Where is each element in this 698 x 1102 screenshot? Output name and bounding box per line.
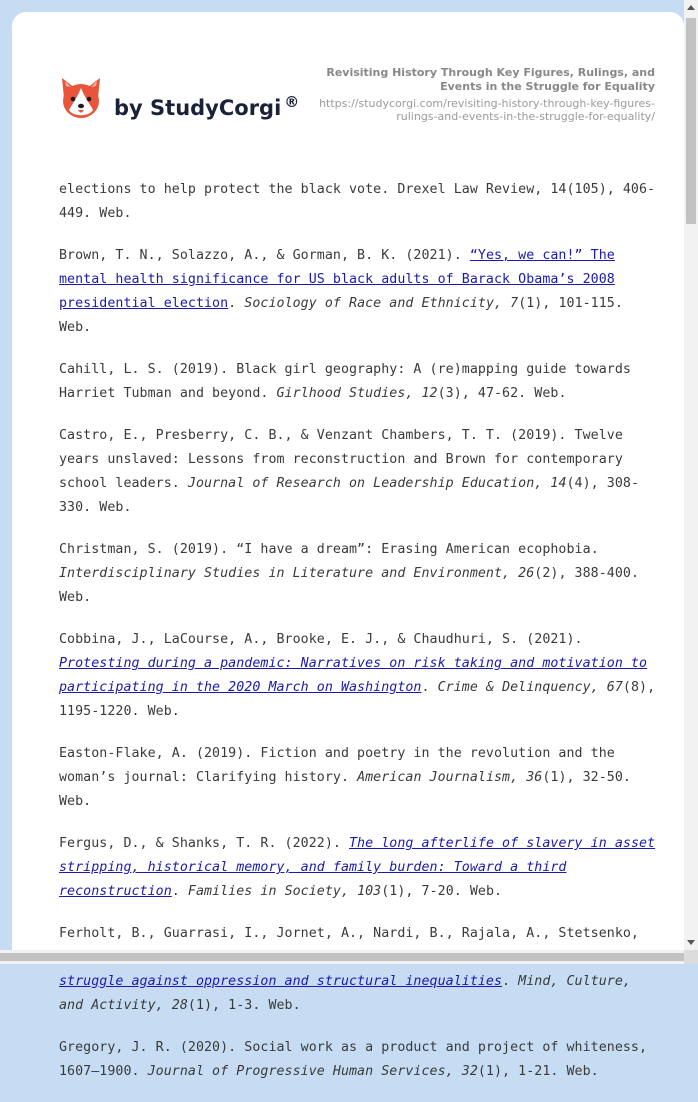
scrollbar-corner — [684, 950, 698, 964]
reference-link[interactable]: “Yes, we can!” The mental health significance for US black adults of Barack Obama’s 2008 presidential election — [59, 248, 615, 311]
reference-entry — [59, 244, 659, 340]
reference-text: Cobbina, J., LaCourse, A., Brooke, E. J., & Chaudhuri, S. (2021). — [59, 632, 583, 647]
horizontal-scroll-thumb[interactable] — [0, 953, 684, 961]
reference-text: Cahill, L. S. (2019). Black girl geography: A (re)mapping guide towards Harriet Tubman and beyond. — [59, 362, 631, 401]
reference-text: (4), 308-330. Web. — [59, 476, 639, 515]
reference-entry — [59, 832, 659, 904]
reference-text: . — [502, 974, 519, 989]
reference-text: . — [171, 884, 188, 899]
reference-entry — [59, 922, 659, 1018]
journal-name: Journal of Progressive Human Services, 32 — [147, 1064, 478, 1079]
document-page — [12, 12, 684, 1079]
reference-text: Easton-Flake, A. (2019). Fiction and poetry in the revolution and the woman’s journal: Clarifying history. — [59, 746, 615, 785]
reference-entry — [59, 178, 659, 226]
brand-text: by StudyCorgi — [114, 96, 282, 120]
reference-text: Christman, S. (2019). “I have a dream”: Erasing American ecophobia. — [59, 542, 599, 557]
reference-text: (1), 32-50. Web. — [59, 770, 631, 809]
journal-name: Families in Society, 103 — [187, 884, 382, 899]
reference-text: . — [228, 296, 245, 311]
page-header — [12, 12, 684, 162]
document-title: Revisiting History Through Key Figures, Rulings, and Events in the Struggle for Equality — [326, 66, 655, 93]
reference-text: elections to help protect the black vote. Drexel Law Review, 14(105), 406-449. Web. — [59, 182, 656, 221]
reference-text: (8), 1195-1220. Web. — [59, 680, 656, 719]
reference-link[interactable]: struggle against oppression and structural inequalities — [59, 974, 503, 989]
reference-text: (1), 7-20. Web. — [381, 884, 503, 899]
registered-mark: ® — [284, 93, 300, 111]
scroll-up-arrow-icon[interactable] — [687, 5, 695, 10]
reference-text: (2), 388-400. Web. — [59, 566, 640, 605]
reference-entry — [59, 1036, 659, 1084]
reference-text: (1), 101-115. Web. — [59, 296, 623, 335]
reference-text: Gregory, J. R. (2020). Social work as a product and project of whiteness, 1607–1900. — [59, 1040, 648, 1079]
journal-name: Interdisciplinary Studies in Literature and Environment, 26 — [59, 566, 535, 581]
journal-name: Girlhood Studies, 12 — [276, 386, 438, 401]
document-url[interactable]: https://studycorgi.com/revisiting-history-through-key-figures-rulings-and-events-in-the-struggle-for-equality/ — [319, 97, 655, 123]
reference-text: (1), 1-3. Web. — [187, 998, 301, 1013]
corgi-icon — [60, 76, 102, 122]
reference-link[interactable]: Protesting during a pandemic: Narratives on risk taking and motivation to participating in the 2020 March on Washington — [59, 656, 648, 695]
reference-text: (1), 1-21. Web. — [477, 1064, 599, 1079]
reference-text: Castro, E., Presberry, C. B., & Venzant Chambers, T. T. (2019). Twelve years unslaved: Lessons from reconstruction and Brown for contemporary school leaders. — [59, 428, 623, 491]
journal-name: Sociology of Race and Ethnicity, 7 — [244, 296, 519, 311]
journal-name: Crime & Delinquency, 67 — [437, 680, 623, 695]
vertical-scrollbar[interactable] — [684, 0, 698, 950]
reference-text: (3), 47-62. Web. — [437, 386, 567, 401]
reference-entry — [59, 538, 659, 610]
horizontal-scrollbar[interactable] — [0, 950, 684, 964]
journal-name: American Journalism, 36 — [357, 770, 543, 785]
reference-text: Brown, T. N., Solazzo, A., & Gorman, B. K. (2021). — [59, 248, 470, 263]
brand-name — [114, 93, 300, 120]
studycorgi-logo[interactable] — [60, 76, 300, 136]
reference-text: Ferholt, B., Guarrasi, I., Jornet, A., Nardi, B., Rajala, A., Stetsenko, — [59, 926, 639, 941]
reference-entry — [59, 358, 659, 406]
reference-entry — [59, 424, 659, 520]
journal-name: Journal of Research on Leadership Education, 14 — [187, 476, 567, 491]
vertical-scroll-thumb[interactable] — [686, 18, 696, 224]
reference-link[interactable]: The long afterlife of slavery in asset stripping, historical memory, and family burden: Toward a third reconstruction — [59, 836, 656, 899]
reference-text: Fergus, D., & Shanks, T. R. (2022). — [59, 836, 349, 851]
journal-name: Mind, Culture, and Activity, 28 — [59, 974, 631, 1013]
reference-entry — [59, 628, 659, 724]
scroll-down-arrow-icon[interactable] — [687, 940, 695, 945]
reference-text: . — [421, 680, 438, 695]
reference-entry — [59, 742, 659, 814]
